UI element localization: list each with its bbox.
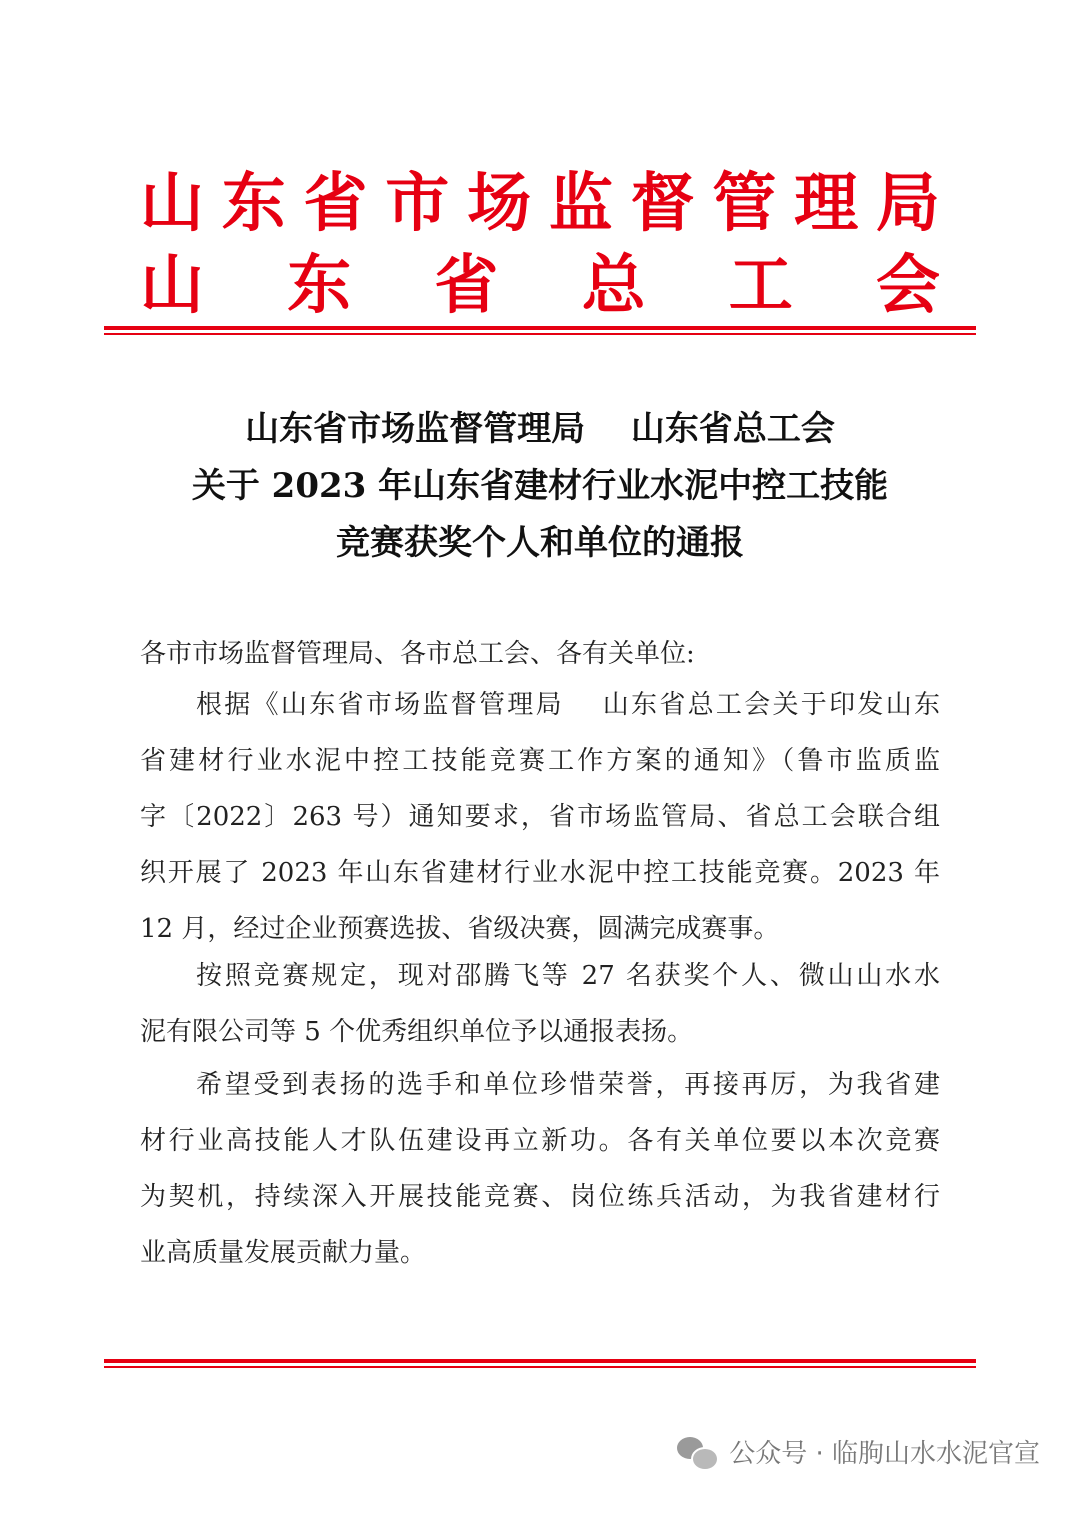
letterhead-char: 市	[385, 166, 450, 241]
document-title-line: 竞赛获奖个人和单位的通报	[336, 523, 744, 563]
letterhead-char: 局	[875, 166, 940, 241]
paragraph-1	[140, 677, 940, 957]
divider-thick-line	[104, 1359, 976, 1363]
letterhead-char: 监	[548, 166, 613, 241]
paragraph-line: 希望受到表扬的选手和单位珍惜荣誉，再接再厉，为我省建	[196, 1070, 940, 1100]
letterhead-char: 山	[140, 166, 204, 241]
letterhead-char: 总	[581, 248, 646, 323]
letterhead-char: 东	[287, 248, 352, 323]
divider-thick-line	[104, 326, 976, 330]
letterhead-char: 场	[467, 166, 532, 241]
footer-divider	[104, 1359, 976, 1368]
letterhead-char: 督	[630, 166, 695, 241]
wechat-watermark	[677, 1434, 1040, 1474]
divider-thin-line	[104, 1366, 976, 1368]
paragraph-line: 省建材行业水泥中控工技能竞赛工作方案的通知》（鲁市监质监	[140, 746, 940, 776]
paragraph-line: 业高质量发展贡献力量。	[140, 1238, 427, 1268]
paragraph-line: 为契机，持续深入开展技能竞赛、岗位练兵活动，为我省建材行	[140, 1182, 940, 1212]
letterhead-char: 工	[728, 248, 793, 323]
letterhead-char: 省	[434, 248, 499, 323]
paragraph-3	[140, 1057, 940, 1281]
watermark-text: 公众号 · 临朐山水水泥官宣	[729, 1439, 1040, 1469]
paragraph-line: 12 月，经过企业预赛选拔、省级决赛，圆满完成赛事。	[140, 914, 780, 944]
document-title-line: 山东省市场监督管理局 山东省总工会	[245, 409, 835, 449]
letterhead-char: 东	[221, 166, 286, 241]
letterhead-char: 管	[712, 166, 777, 241]
paragraph-line: 按照竞赛规定，现对邵腾飞等 27 名获奖个人、微山山水水	[196, 961, 940, 991]
document-title-line: 关于 2023 年山东省建材行业水泥中控工技能	[191, 466, 889, 506]
paragraph-line: 泥有限公司等 5 个优秀组织单位予以通报表扬。	[140, 1017, 694, 1047]
paragraph-line: 材行业高技能人才队伍建设再立新功。各有关单位要以本次竞赛	[140, 1126, 940, 1156]
paragraph-line: 根据《山东省市场监督管理局 山东省总工会关于印发山东	[196, 690, 940, 720]
divider-thin-line	[104, 333, 976, 335]
salutation-text: 各市市场监督管理局、各市总工会、各有关单位:	[140, 639, 695, 669]
letterhead-org-1	[140, 164, 940, 244]
paragraph-2	[140, 948, 940, 1060]
salutation	[140, 626, 940, 682]
letterhead-char: 省	[303, 166, 368, 241]
letterhead-divider	[104, 326, 976, 335]
letterhead-org-2	[140, 246, 940, 326]
letterhead-char: 山	[140, 248, 204, 323]
wechat-icon	[677, 1437, 717, 1471]
paragraph-line: 字〔2022〕263 号）通知要求，省市场监管局、省总工会联合组	[140, 802, 940, 832]
letterhead-char: 会	[875, 248, 940, 323]
paragraph-line: 织开展了 2023 年山东省建材行业水泥中控工技能竞赛。2023 年	[140, 858, 940, 888]
letterhead-char: 理	[794, 166, 859, 241]
